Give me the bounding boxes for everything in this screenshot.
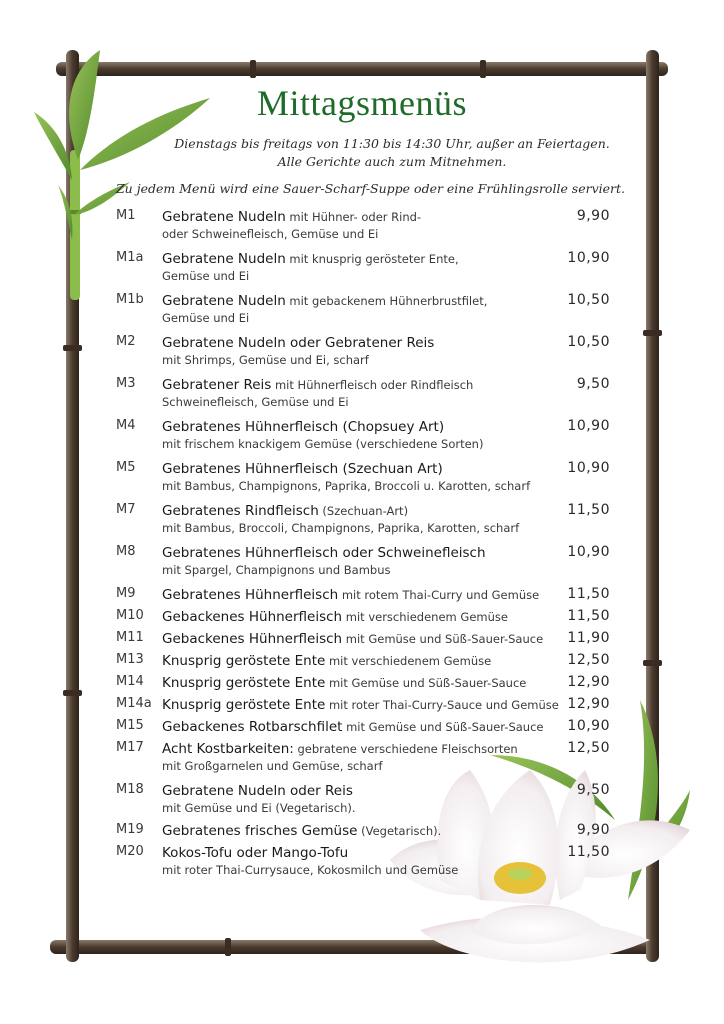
menu-item-code: M19 (116, 822, 144, 837)
menu-item-name: Acht Kostbarkeiten: (162, 741, 294, 757)
menu-item-description: mit Hühner- oder Rind- (285, 210, 422, 224)
menu-item (116, 250, 610, 285)
menu-item-details: Schweinefleisch, Gemüse und Ei (162, 395, 349, 409)
menu-item (116, 844, 610, 879)
menu-item-description: mit Gemüse und Süß-Sauer-Sauce (342, 632, 544, 646)
menu-item-price: 10,90 (567, 418, 610, 434)
menu-item-description: mit Hühnerfleisch oder Rindfleisch (271, 378, 474, 392)
menu-item-description: mit verschiedenem Gemüse (342, 610, 508, 624)
menu-item-description: mit Gemüse und Süß-Sauer-Sauce (342, 720, 544, 734)
menu-item-price: 10,90 (567, 250, 610, 266)
menu-item-code: M13 (116, 652, 144, 667)
menu-item-name: Gebratenes Hühnerfleisch (162, 587, 339, 603)
menu-item (116, 544, 610, 579)
menu-item (116, 674, 610, 692)
menu-item-name: Gebackenes Hühnerfleisch (162, 609, 343, 625)
menu-item-code: M5 (116, 460, 136, 475)
menu-item-name: Gebratener Reis (162, 377, 272, 393)
menu-item-code: M1 (116, 208, 136, 223)
menu-item-details: mit frischem knackigem Gemüse (verschiedene Sorten) (162, 437, 484, 451)
menu-item-price: 11,50 (567, 608, 610, 624)
menu-item-price: 9,90 (576, 208, 610, 224)
page-title: Mittagsmenüs (257, 83, 467, 123)
takeaway-text: Alle Gerichte auch zum Mitnehmen. (277, 154, 507, 169)
menu-item-code: M14a (116, 696, 152, 711)
menu-item-code: M9 (116, 586, 136, 601)
menu-item-details: mit Großgarnelen und Gemüse, scharf (162, 759, 383, 773)
menu-item-code: M8 (116, 544, 136, 559)
menu-item-name: Gebratene Nudeln oder Reis (162, 783, 353, 799)
menu-item-price: 11,50 (567, 844, 610, 860)
menu-item-price: 12,50 (567, 652, 610, 668)
menu-item-details: Gemüse und Ei (162, 269, 250, 283)
menu-item-price: 12,90 (567, 674, 610, 690)
menu-item-price: 11,50 (567, 586, 610, 602)
menu-item (116, 696, 610, 714)
menu-item (116, 460, 610, 495)
menu-item (116, 502, 610, 537)
menu-item-name: Gebratenes Hühnerfleisch oder Schweinefleisch (162, 545, 486, 561)
menu-item-name: Gebratenes Hühnerfleisch (Chopsuey Art) (162, 419, 445, 435)
menu-item-code: M1a (116, 250, 144, 265)
menu-item-description: mit gebackenem Hühnerbrustfilet, (285, 294, 488, 308)
menu-item-price: 12,90 (567, 696, 610, 712)
menu-item (116, 586, 610, 604)
menu-item-details: mit Bambus, Champignons, Paprika, Broccoli u. Karotten, scharf (162, 479, 531, 493)
menu-item-name: Gebratene Nudeln (162, 209, 286, 225)
menu-item-code: M1b (116, 292, 144, 307)
menu-item-description: (Szechuan-Art) (318, 504, 409, 518)
menu-item (116, 652, 610, 670)
menu-item-price: 9,90 (576, 822, 610, 838)
menu-item-name: Gebratenes Rindfleisch (162, 503, 319, 519)
menu-item-price: 9,50 (576, 782, 610, 798)
menu-item-price: 10,50 (567, 292, 610, 308)
menu-item-code: M20 (116, 844, 144, 859)
menu-item-price: 10,90 (567, 718, 610, 734)
menu-item-price: 10,50 (567, 334, 610, 350)
menu-item-description: gebratene verschiedene Fleischsorten (293, 742, 518, 756)
menu-item (116, 208, 610, 243)
menu-item-code: M14 (116, 674, 144, 689)
menu-item-description: mit Gemüse und Süß-Sauer-Sauce (325, 676, 527, 690)
menu-item-name: Gebratene Nudeln oder Gebratener Reis (162, 335, 435, 351)
menu-item-price: 9,50 (576, 376, 610, 392)
menu-item-name: Gebackenes Hühnerfleisch (162, 631, 343, 647)
menu-item (116, 418, 610, 453)
menu-item-details: mit Bambus, Broccoli, Champignons, Paprika, Karotten, scharf (162, 521, 520, 535)
menu-item (116, 630, 610, 648)
menu-item-details: mit Shrimps, Gemüse und Ei, scharf (162, 353, 369, 367)
menu-item-price: 11,90 (567, 630, 610, 646)
menu-item-description: mit roter Thai-Curry-Sauce und Gemüse (325, 698, 559, 712)
menu-item (116, 608, 610, 626)
menu-item (116, 822, 610, 840)
menu-item (116, 334, 610, 369)
menu-item-details: mit Spargel, Champignons und Bambus (162, 563, 391, 577)
opening-hours-text: Dienstags bis freitags von 11:30 bis 14:30 Uhr, außer an Feiertagen. (174, 136, 610, 151)
menu-item (116, 718, 610, 736)
menu-item-name: Gebratene Nudeln (162, 293, 286, 309)
menu-item-price: 12,50 (567, 740, 610, 756)
menu-item-name: Gebratenes Hühnerfleisch (Szechuan Art) (162, 461, 443, 477)
menu-item (116, 782, 610, 817)
menu-item-name: Knusprig geröstete Ente (162, 653, 326, 669)
menu-item-name: Gebratenes frisches Gemüse (162, 823, 358, 839)
menu-item-description: (Vegetarisch). (357, 824, 442, 838)
menu-item-code: M18 (116, 782, 144, 797)
menu-item-details: Gemüse und Ei (162, 311, 250, 325)
menu-item-code: M4 (116, 418, 136, 433)
menu-item-code: M10 (116, 608, 144, 623)
menu-item-price: 10,90 (567, 544, 610, 560)
menu-item-code: M11 (116, 630, 144, 645)
menu-item-details: mit roter Thai-Currysauce, Kokosmilch und Gemüse (162, 863, 459, 877)
menu-item (116, 740, 610, 775)
menu-item-price: 11,50 (567, 502, 610, 518)
menu-item-details: mit Gemüse und Ei (Vegetarisch). (162, 801, 356, 815)
menu-item (116, 292, 610, 327)
menu-item-name: Gebratene Nudeln (162, 251, 286, 267)
menu-item-name: Knusprig geröstete Ente (162, 697, 326, 713)
menu-note: Zu jedem Menü wird eine Sauer-Scharf-Suppe oder eine Frühlingsrolle serviert. (116, 181, 626, 196)
menu-item-code: M2 (116, 334, 136, 349)
menu-item-code: M3 (116, 376, 136, 391)
menu-item (116, 376, 610, 411)
menu-item-name: Knusprig geröstete Ente (162, 675, 326, 691)
menu-item-code: M17 (116, 740, 144, 755)
menu-item-price: 10,90 (567, 460, 610, 476)
menu-item-description: mit verschiedenem Gemüse (325, 654, 492, 668)
menu-item-code: M15 (116, 718, 144, 733)
menu-item-description: mit rotem Thai-Curry und Gemüse (338, 588, 540, 602)
menu-item-details: oder Schweinefleisch, Gemüse und Ei (162, 227, 379, 241)
menu-item-name: Kokos-Tofu oder Mango-Tofu (162, 845, 349, 861)
menu-item-code: M7 (116, 502, 136, 517)
menu-item-description: mit knusprig gerösteter Ente, (285, 252, 459, 266)
menu-item-name: Gebackenes Rotbarschfilet (162, 719, 343, 735)
